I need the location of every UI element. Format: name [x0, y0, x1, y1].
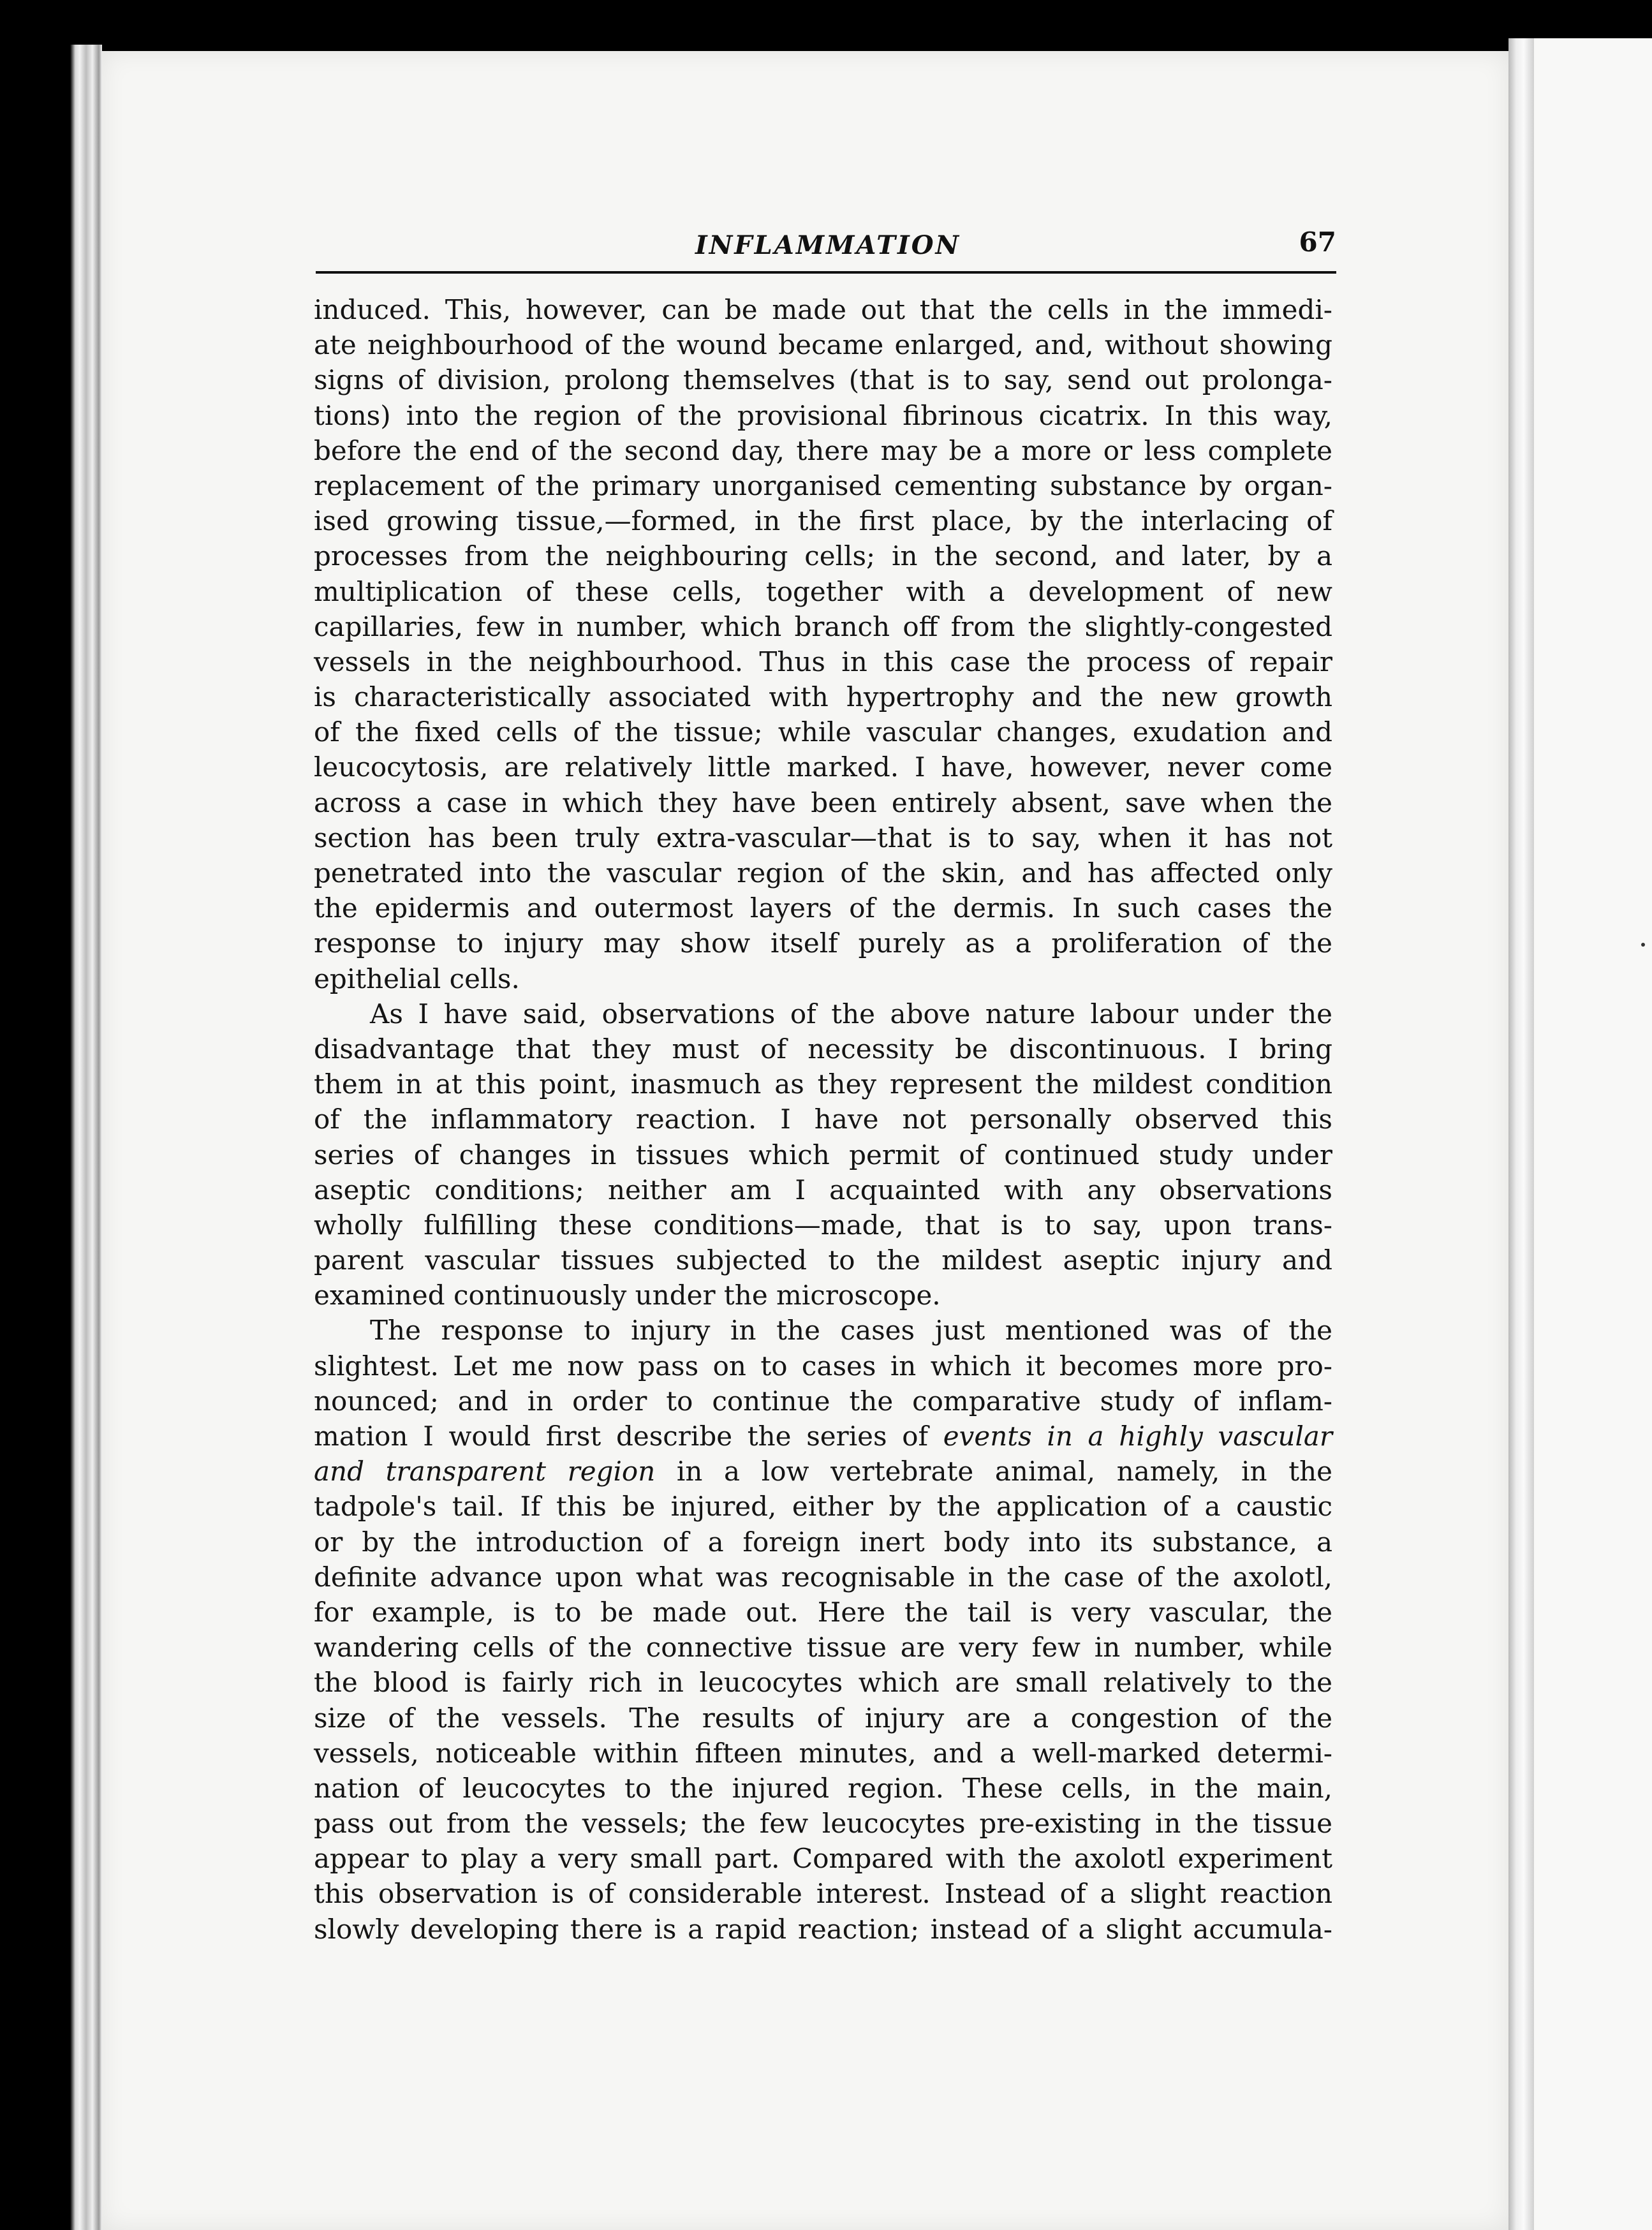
italic-text-span: and transparent region — [314, 1456, 656, 1488]
text-line: The response to injury in the cases just mentioned was of the — [370, 1315, 1332, 1347]
text-line: examined continuously under the microscope. — [314, 1280, 941, 1311]
text-line: response to injury may show itself purely as a proliferation of the — [314, 927, 1332, 959]
text-line: is characteristically associated with hypertrophy and the new growth — [314, 681, 1332, 713]
text-line: definite advance upon what was recognisable in the case of the axolotl, — [314, 1561, 1332, 1593]
text-line: parent vascular tissues subjected to the mildest aseptic injury and — [314, 1244, 1332, 1276]
text-line: size of the vessels. The results of injury are a congestion of the — [314, 1702, 1332, 1734]
text-line: wholly fulfilling these conditions—made, that is to say, upon trans- — [314, 1209, 1332, 1241]
text-line: penetrated into the vascular region of the skin, and has affected only — [314, 857, 1332, 889]
text-line: or by the introduction of a foreign inert body into its substance, a — [314, 1526, 1332, 1558]
text-line: series of changes in tissues which permit of continued study under — [314, 1139, 1332, 1170]
text-line: leucocytosis, are relatively little marked. I have, however, never come — [314, 751, 1332, 783]
text-line: this observation is of considerable interest. Instead of a slight reaction — [314, 1878, 1332, 1910]
page-number: 67 — [1299, 226, 1336, 258]
text-line: vessels, noticeable within fifteen minutes, and a well-marked determi- — [314, 1737, 1332, 1769]
text-line: section has been truly extra-vascular—that is to say, when it has not — [314, 822, 1332, 853]
text-line: nounced; and in order to continue the comparative study of inflam- — [314, 1385, 1332, 1417]
text-line: tadpole's tail. If this be injured, either by the application of a caustic — [314, 1491, 1332, 1523]
text-line: the blood is fairly rich in leucocytes which are small relatively to the — [314, 1667, 1332, 1699]
text-span: mation I would first describe the series of — [314, 1421, 929, 1452]
text-line: the epidermis and outermost layers of the dermis. In such cases the — [314, 892, 1332, 924]
text-line: As I have said, observations of the above nature labour under the — [370, 998, 1332, 1030]
text-line: epithelial cells. — [314, 963, 520, 994]
text-line: vessels in the neighbourhood. Thus in this case the process of repair — [314, 646, 1332, 677]
text-line: appear to play a very small part. Compared with the axolotl experiment — [314, 1843, 1332, 1875]
text-line: ised growing tissue,—formed, in the first place, by the interlacing of — [314, 505, 1332, 537]
text-line — [314, 1454, 1332, 1489]
text-line: slowly developing there is a rapid reaction; instead of a slight accumula- — [314, 1913, 1332, 1945]
running-head — [316, 226, 1336, 274]
text-line: multiplication of these cells, together with a development of new — [314, 575, 1332, 607]
text-line: ate neighbourhood of the wound became enlarged, and, without showing — [314, 329, 1332, 361]
text-line: signs of division, prolong themselves (that is to say, send out prolonga- — [314, 364, 1332, 396]
text-line: capillaries, few in number, which branch off from the slightly-congested — [314, 610, 1332, 642]
text-line: them in at this point, inasmuch as they represent the mildest condition — [314, 1068, 1332, 1100]
text-line: pass out from the vessels; the few leucocytes pre-existing in the tissue — [314, 1808, 1332, 1840]
text-line — [314, 1419, 1332, 1454]
text-line: wandering cells of the connective tissue are very few in number, while — [314, 1632, 1332, 1664]
text-line: of the inflammatory reaction. I have not personally observed this — [314, 1104, 1332, 1135]
text-line: processes from the neighbouring cells; in the second, and later, by a — [314, 540, 1332, 572]
text-line: slightest. Let me now pass on to cases in which it becomes more pro- — [314, 1350, 1332, 1382]
italic-text-span: events in a highly vascular — [943, 1421, 1333, 1452]
text-line: tions) into the region of the provisional fibrinous cicatrix. In this way, — [314, 399, 1332, 431]
text-line: across a case in which they have been entirely absent, save when the — [314, 786, 1332, 818]
text-line: aseptic conditions; neither am I acquainted with any observations — [314, 1174, 1332, 1206]
text-line: replacement of the primary unorganised cementing substance by organ- — [314, 469, 1332, 501]
ink-speck — [1641, 943, 1645, 947]
text-line: disadvantage that they must of necessity be discontinuous. I bring — [314, 1033, 1332, 1065]
running-head-title: INFLAMMATION — [695, 230, 961, 260]
text-span: in a low vertebrate animal, namely, in the — [655, 1456, 1332, 1488]
text-line: induced. This, however, can be made out that the cells in the immedi- — [314, 294, 1332, 325]
book-gutter — [1508, 38, 1534, 2230]
text-line: before the end of the second day, there may be a more or less complete — [314, 434, 1332, 466]
text-line: for example, is to be made out. Here the tail is very vascular, the — [314, 1596, 1332, 1628]
body-text — [314, 292, 1332, 1947]
facing-page-edge — [1534, 38, 1652, 2230]
text-line: of the fixed cells of the tissue; while vascular changes, exudation and — [314, 716, 1332, 748]
book-page-stack-edge — [0, 45, 102, 2230]
text-line: nation of leucocytes to the injured region. These cells, in the main, — [314, 1772, 1332, 1804]
